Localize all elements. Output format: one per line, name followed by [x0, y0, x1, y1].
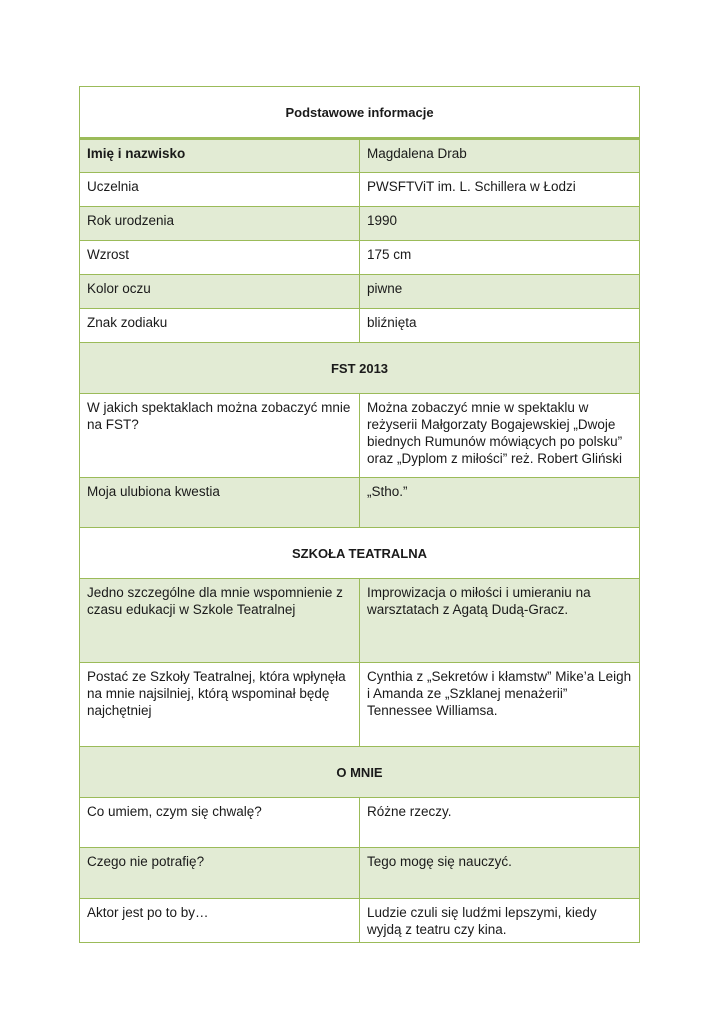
section-header-fst: FST 2013	[80, 343, 640, 394]
value-fst-plays: Można zobaczyć mnie w spektaklu w reżyserii Małgorzaty Bogajewskiej „Dwoje biednych Rumunów mówiących po polsku” oraz „Dyplom z miłości” reż. Robert Gliński	[360, 394, 640, 478]
value-cannot: Tego mogę się nauczyć.	[360, 848, 640, 899]
label-zodiac: Znak zodiaku	[80, 309, 360, 343]
label-cannot: Czego nie potrafię?	[80, 848, 360, 899]
section-header-school: SZKOŁA TEATRALNA	[80, 528, 640, 579]
label-actor: Aktor jest po to by…	[80, 899, 360, 943]
label-birth-year: Rok urodzenia	[80, 207, 360, 241]
value-skills: Różne rzeczy.	[360, 798, 640, 848]
label-height: Wzrost	[80, 241, 360, 275]
value-birth-year: 1990	[360, 207, 640, 241]
value-school-person: Cynthia z „Sekretów i kłamstw” Mike’a Leigh i Amanda ze „Szklanej menażerii” Tennessee Williamsa.	[360, 663, 640, 747]
section-header-basic: Podstawowe informacje	[80, 87, 640, 139]
label-school-person: Postać ze Szkoły Teatralnej, która wpłynęła na mnie najsilniej, którą wspominał będę najchętniej	[80, 663, 360, 747]
profile-table	[79, 86, 640, 943]
value-name: Magdalena Drab	[360, 139, 640, 173]
value-eye-color: piwne	[360, 275, 640, 309]
label-favorite-line: Moja ulubiona kwestia	[80, 478, 360, 528]
label-name: Imię i nazwisko	[80, 139, 360, 173]
label-skills: Co umiem, czym się chwalę?	[80, 798, 360, 848]
value-university: PWSFTViT im. L. Schillera w Łodzi	[360, 173, 640, 207]
value-actor: Ludzie czuli się ludźmi lepszymi, kiedy wyjdą z teatru czy kina.	[360, 899, 640, 943]
label-fst-plays: W jakich spektaklach można zobaczyć mnie na FST?	[80, 394, 360, 478]
section-header-about: O MNIE	[80, 747, 640, 798]
value-favorite-line: „Stho.”	[360, 478, 640, 528]
value-zodiac: bliźnięta	[360, 309, 640, 343]
value-height: 175 cm	[360, 241, 640, 275]
label-university: Uczelnia	[80, 173, 360, 207]
label-school-memory: Jedno szczególne dla mnie wspomnienie z czasu edukacji w Szkole Teatralnej	[80, 579, 360, 663]
label-eye-color: Kolor oczu	[80, 275, 360, 309]
value-school-memory: Improwizacja o miłości i umieraniu na warsztatach z Agatą Dudą-Gracz.	[360, 579, 640, 663]
